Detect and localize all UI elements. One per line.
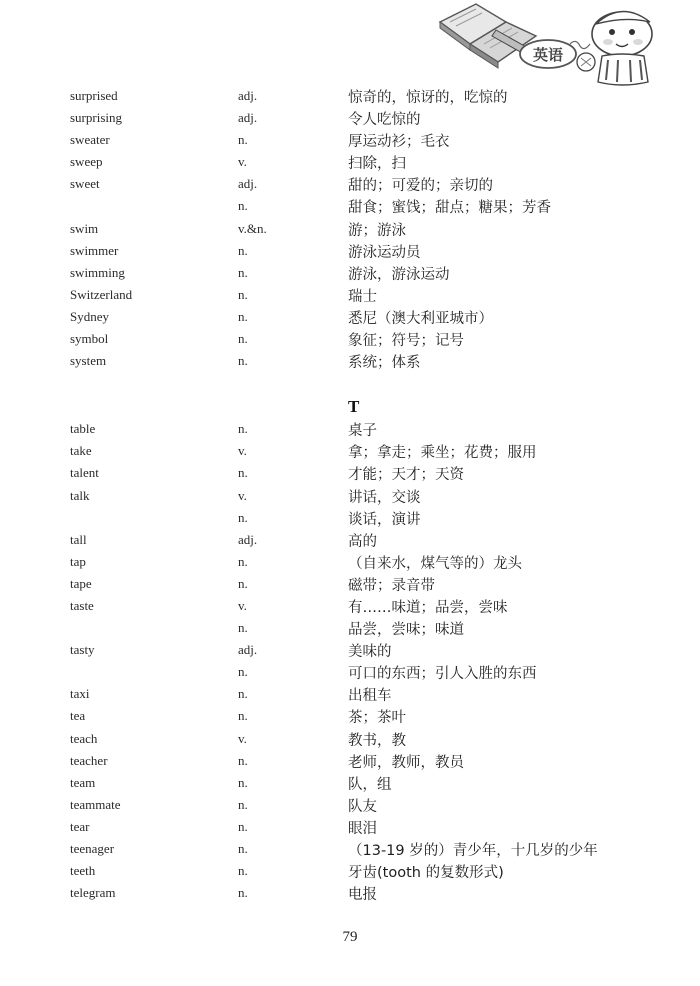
- entry-word: taxi: [70, 686, 90, 702]
- entry-word: swimming: [70, 264, 125, 280]
- entry-word: system: [70, 353, 107, 369]
- vocab-entry-row: [70, 108, 630, 130]
- vocab-entry-row: [70, 640, 630, 662]
- entry-part-of-speech: adj.: [238, 531, 258, 547]
- page-number: 79: [342, 929, 358, 945]
- entry-meaning: 才能；天才；天资: [348, 467, 464, 484]
- vocab-entry-row: [70, 152, 630, 174]
- entry-meaning: 惊奇的，惊讶的，吃惊的: [348, 90, 508, 106]
- entry-meaning: 电报: [348, 887, 377, 904]
- entry-word: tear: [70, 818, 90, 834]
- vocab-entry-row: [70, 329, 630, 351]
- vocab-entry-row: [70, 508, 630, 530]
- entry-part-of-speech: n.: [238, 553, 248, 569]
- cartoon-kid-icon: [577, 11, 652, 85]
- entry-word: Sydney: [70, 308, 109, 324]
- entry-word: teacher: [70, 752, 108, 768]
- vocab-entry-row: [70, 419, 630, 441]
- entry-meaning: 游泳，游泳运动: [348, 266, 450, 283]
- entry-meaning: 有……味道；品尝，尝味: [348, 599, 508, 616]
- entry-meaning: 扫除，扫: [348, 156, 406, 173]
- entry-word: swimmer: [70, 242, 119, 258]
- entry-meaning: 桌子: [348, 423, 377, 440]
- entry-word: symbol: [70, 331, 109, 347]
- entry-part-of-speech: n.: [238, 575, 248, 591]
- entry-meaning: 美味的: [348, 644, 392, 661]
- entry-word: talent: [70, 465, 99, 481]
- entry-part-of-speech: n.: [238, 308, 248, 324]
- entry-meaning: 系统；体系: [348, 355, 421, 372]
- entry-word: sweep: [70, 154, 103, 170]
- entry-meaning: 眼泪: [348, 820, 377, 837]
- entry-word: surprising: [70, 110, 122, 126]
- vocab-entry-row: [70, 463, 630, 485]
- vocab-entry-row: [70, 486, 630, 508]
- entry-meaning: 磁带；录音带: [348, 577, 435, 594]
- entry-part-of-speech: n.: [238, 686, 248, 702]
- entry-meaning: 瑞士: [348, 288, 377, 305]
- entry-part-of-speech: n.: [238, 465, 248, 481]
- entry-word: teenager: [70, 841, 115, 856]
- entry-word: tall: [70, 531, 87, 547]
- vocab-entry-row: [70, 706, 630, 728]
- vocab-entry-row: [70, 574, 630, 596]
- vocab-entry-row: [70, 795, 630, 817]
- vocab-entry-row: [70, 684, 630, 706]
- entry-meaning: 牙齿(tooth 的复数形式): [348, 865, 504, 882]
- entry-word: tap: [70, 553, 86, 569]
- vocab-entry-row: [70, 662, 630, 684]
- vocab-entry-row: [70, 174, 630, 196]
- entry-word: teeth: [70, 863, 96, 879]
- entry-word: tasty: [70, 642, 95, 658]
- entry-word: sweet: [70, 176, 100, 192]
- entry-meaning: 厚运动衫；毛衣: [348, 134, 450, 151]
- entry-part-of-speech: n.: [238, 198, 248, 214]
- vocab-entry-row: [70, 552, 630, 574]
- entry-part-of-speech: v.: [238, 443, 247, 459]
- entry-part-of-speech: v.: [238, 487, 247, 503]
- entry-part-of-speech: n.: [238, 752, 248, 768]
- entry-word: teammate: [70, 796, 121, 812]
- vocab-entry-row: [70, 441, 630, 463]
- vocab-entry-row: [70, 618, 630, 640]
- section-letter: T: [348, 397, 360, 417]
- vocabulary-list: [70, 86, 630, 905]
- entry-meaning: 教书，教: [348, 732, 406, 749]
- entry-word: taste: [70, 597, 94, 613]
- entry-word: tape: [70, 575, 92, 591]
- vocab-entry-row: [70, 861, 630, 883]
- entry-part-of-speech: n.: [238, 620, 248, 636]
- vocab-entry-row: [70, 196, 630, 218]
- entry-word: sweater: [70, 132, 110, 148]
- entry-part-of-speech: n.: [238, 774, 248, 790]
- vocab-entry-row: [70, 839, 630, 861]
- entry-word: surprised: [70, 88, 118, 103]
- entry-meaning: （自来水，煤气等的）龙头: [348, 555, 522, 572]
- entry-part-of-speech: adj.: [238, 88, 258, 103]
- entry-part-of-speech: n.: [238, 885, 248, 901]
- entry-word: talk: [70, 487, 90, 503]
- entry-part-of-speech: n.: [238, 286, 248, 302]
- vocab-entry-row: [70, 817, 630, 839]
- entry-part-of-speech: n.: [238, 353, 248, 369]
- entry-meaning: 茶；茶叶: [348, 710, 406, 727]
- entry-part-of-speech: n.: [238, 509, 248, 525]
- entry-meaning: 可口的东西；引人入胜的东西: [348, 666, 537, 683]
- vocab-entry-row: [70, 285, 630, 307]
- vocab-entry-row: [70, 773, 630, 795]
- entry-part-of-speech: v.: [238, 597, 247, 613]
- subject-badge-label: 英语: [532, 46, 564, 64]
- vocab-entry-row: [70, 729, 630, 751]
- entry-part-of-speech: v.&n.: [238, 220, 267, 236]
- entry-part-of-speech: n.: [238, 331, 248, 347]
- vocab-entry-row: [70, 351, 630, 373]
- entry-part-of-speech: n.: [238, 664, 248, 680]
- entry-part-of-speech: v.: [238, 154, 247, 170]
- entry-meaning: 甜的；可爱的；亲切的: [348, 178, 493, 195]
- entry-word: Switzerland: [70, 286, 133, 302]
- entry-word: team: [70, 774, 96, 790]
- entry-meaning: 令人吃惊的: [348, 112, 421, 129]
- entry-meaning: 讲话，交谈: [348, 489, 421, 506]
- entry-meaning: 队，组: [348, 776, 392, 793]
- entry-part-of-speech: n.: [238, 421, 248, 437]
- entry-part-of-speech: adj.: [238, 176, 258, 192]
- vocab-entry-row: [70, 130, 630, 152]
- entry-part-of-speech: v.: [238, 730, 247, 746]
- entry-meaning: 象征；符号；记号: [348, 333, 464, 350]
- vocab-entry-row: [70, 883, 630, 905]
- entry-part-of-speech: n.: [238, 708, 248, 724]
- entry-part-of-speech: adj.: [238, 110, 258, 126]
- entry-meaning: （13-19 岁的）青少年，十几岁的少年: [348, 843, 598, 859]
- entry-part-of-speech: n.: [238, 818, 248, 834]
- entry-word: telegram: [70, 885, 116, 901]
- entry-meaning: 拿；拿走；乘坐；花费；服用: [348, 445, 537, 462]
- entry-meaning: 谈话，演讲: [348, 511, 421, 528]
- vocab-entry-row: [70, 263, 630, 285]
- entry-meaning: 悉尼（澳大利亚城市）: [348, 310, 493, 327]
- entry-word: table: [70, 421, 96, 437]
- vocab-entry-row: [70, 596, 630, 618]
- entry-meaning: 队友: [348, 798, 377, 815]
- entry-meaning: 游；游泳: [348, 222, 406, 239]
- entry-word: swim: [70, 220, 99, 236]
- entry-part-of-speech: n.: [238, 796, 248, 812]
- entry-meaning: 甜食；蜜饯；甜点；糖果；芳香: [348, 200, 551, 217]
- vocab-entry-row: [70, 307, 630, 329]
- entry-meaning: 高的: [348, 533, 377, 550]
- entry-word: teach: [70, 730, 98, 746]
- header-illustration: [436, 0, 664, 88]
- section-heading-row: [70, 395, 630, 419]
- entry-word: tea: [70, 708, 86, 724]
- section-gap: [70, 373, 630, 395]
- entry-part-of-speech: n.: [238, 841, 248, 856]
- entry-meaning: 游泳运动员: [348, 244, 421, 261]
- vocab-entry-row: [70, 86, 630, 108]
- entry-part-of-speech: n.: [238, 242, 248, 258]
- entry-part-of-speech: n.: [238, 264, 248, 280]
- entry-part-of-speech: n.: [238, 863, 248, 879]
- entry-meaning: 老师，教师，教员: [348, 754, 464, 771]
- entry-word: take: [70, 443, 92, 459]
- entry-meaning: 品尝，尝味；味道: [348, 622, 464, 639]
- vocab-entry-row: [70, 241, 630, 263]
- entry-part-of-speech: n.: [238, 132, 248, 148]
- subject-badge: [520, 40, 576, 68]
- vocab-entry-row: [70, 219, 630, 241]
- vocab-entry-row: [70, 751, 630, 773]
- entry-meaning: 出租车: [348, 688, 392, 705]
- vocab-entry-row: [70, 530, 630, 552]
- entry-part-of-speech: adj.: [238, 642, 258, 658]
